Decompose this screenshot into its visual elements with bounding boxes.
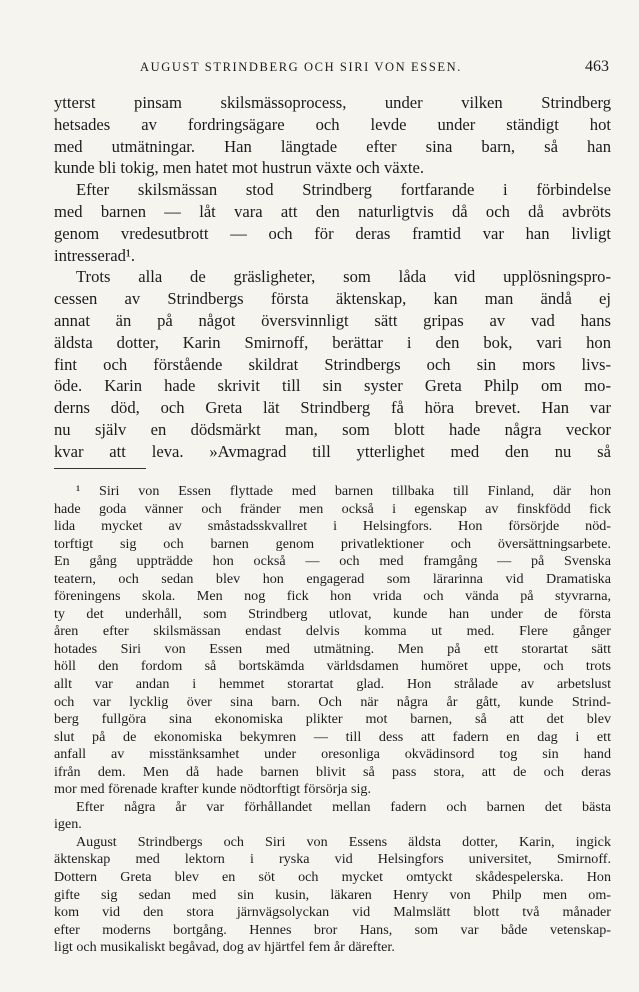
footnote-line: Dottern Greta blev en söt och mycket omtyckt skådespelerska. Hon <box>54 869 611 886</box>
footnote-line: teatern, och sedan blev hon engagerad som lärarinna vid Dramatiska <box>54 570 611 587</box>
footnote-line: efter moderns bortgång. Hennes bror Hans, som var både vetenskap- <box>54 921 611 938</box>
footnote-line: föreningens skola. Men nog fick hon vrida och vända på styvrarna, <box>54 588 611 605</box>
footnote-line: åren efter skilsmässan endast delvis komma ut med. Flere gånger <box>54 623 611 640</box>
footnote-line: torftigt sig och barnen genom privatlektioner och översättningsarbete. <box>54 535 611 552</box>
body-line: ytterst pinsam skilsmässoprocess, under vilken Strindberg <box>54 93 611 112</box>
footnote-line: igen. <box>54 816 82 833</box>
footnote-line: kom vid den stora järnvägsolyckan vid Malmslätt blott två månader <box>54 904 611 921</box>
body-line: genom vredesutbrott — och för deras framtid var han livligt <box>54 223 611 243</box>
body-line: nu själv en dödsmärkt man, som blott hade några veckor <box>54 419 611 439</box>
footnote-line: lida mycket av småstadsskvallret i Helsingfors. Hon försörjde nöd- <box>54 518 611 535</box>
footnote-line: höll den fordom så bortskämda världsdamen humöret uppe, och trots <box>54 658 611 675</box>
footnote-line: ligt och musikaliskt begåvad, dog av hjärtfel fem år därefter. <box>54 939 395 956</box>
body-line: derns död, och Greta lät Strindberg få höra brevet. Han var <box>54 398 611 418</box>
footnotes <box>54 483 611 957</box>
footnote-line: mor med förenade krafter kunde nödtorftigt försörja sig. <box>54 781 372 798</box>
footnote-line: hade goda vänner och fränder men också i egenskap av finskfödd fick <box>54 500 611 517</box>
footnote-line: Efter några år var förhållandet mellan fadern och barnen det bästa <box>76 798 611 815</box>
footnote-line: ¹ Siri von Essen flyttade med barnen tillbaka till Finland, där hon <box>76 483 611 499</box>
body-line: med barnen — låt vara att den naturligtvis då och då avbröts <box>54 201 611 221</box>
footnote-line: August Strindbergs och Siri von Essens äldsta dotter, Karin, ingick <box>76 833 611 850</box>
body-line: cessen av Strindbergs första äktenskap, kan man ändå ej <box>54 289 611 309</box>
body-line: Trots alla de gräsligheter, som låda vid upplösningspro- <box>76 267 611 287</box>
body-line: hetsades av fordringsägare och levde under ständigt hot <box>54 114 611 134</box>
footnote-divider <box>54 468 146 469</box>
footnote-line: ifrån dem. Men då hade barnen blivit så pass stora, att de och deras <box>54 763 611 780</box>
page-number: 463 <box>585 58 609 75</box>
body-line: äldsta dotter, Karin Smirnoff, berättar i den bok, vari hon <box>54 332 611 352</box>
footnote-line: berg fullgöra sina ekonomiska plikter mot barnen, så att det blev <box>54 711 611 728</box>
footnote-line: allt var andan i hemmet storartat glad. Hon strålade av arbetslust <box>54 676 611 693</box>
body-line: kvar att leva. »Avmagrad till ytterlighet med den nu så <box>54 441 611 461</box>
body-line: intresserad¹. <box>54 245 135 265</box>
footnote-line: En gång uppträdde hon också — och med framgång — på Svenska <box>54 553 611 570</box>
footnote-line: ty det underhåll, som Strindberg utlovat, kunde han under de första <box>54 605 611 622</box>
body-line: annat än på något översvinnligt sätt gripas av vad hans <box>54 310 611 330</box>
footnote-line: gifte sig sedan med sin kusin, läkaren Henry von Philp men om- <box>54 886 611 903</box>
footnote-line: hotades Siri von Essen med utmätning. Men på ett storartat sätt <box>54 640 611 657</box>
body-line: kunde bli tokig, men hatet mot hustrun växte och växte. <box>54 158 425 178</box>
body-line: Efter skilsmässan stod Strindberg fortfarande i förbindelse <box>76 180 611 200</box>
footnote-line: slut på de ekonomiska bekymren — till dess att fadern en dag i ett <box>54 728 611 745</box>
body-line: fint och förstående skildrat Strindbergs och sin mors livs- <box>54 354 611 374</box>
footnote-line: och var lycklig över sina barn. Och när några år gått, kunde Strind- <box>54 693 611 710</box>
body-line: öde. Karin hade skrivit till sin syster Greta Philp om mo- <box>54 376 611 396</box>
footnote-line: äktenskap med lektorn i ryska vid Helsingfors universitet, Smirnoff. <box>54 851 611 868</box>
footnote-line: anfall av misstänksamhet under oresonliga okvädinsord tog sin hand <box>54 746 611 763</box>
running-title: AUGUST STRINDBERG OCH SIRI VON ESSEN. <box>140 60 462 74</box>
body-text <box>54 92 611 463</box>
running-header <box>54 58 609 80</box>
body-line: med utmätningar. Han längtade efter sina barn, så han <box>54 136 611 156</box>
